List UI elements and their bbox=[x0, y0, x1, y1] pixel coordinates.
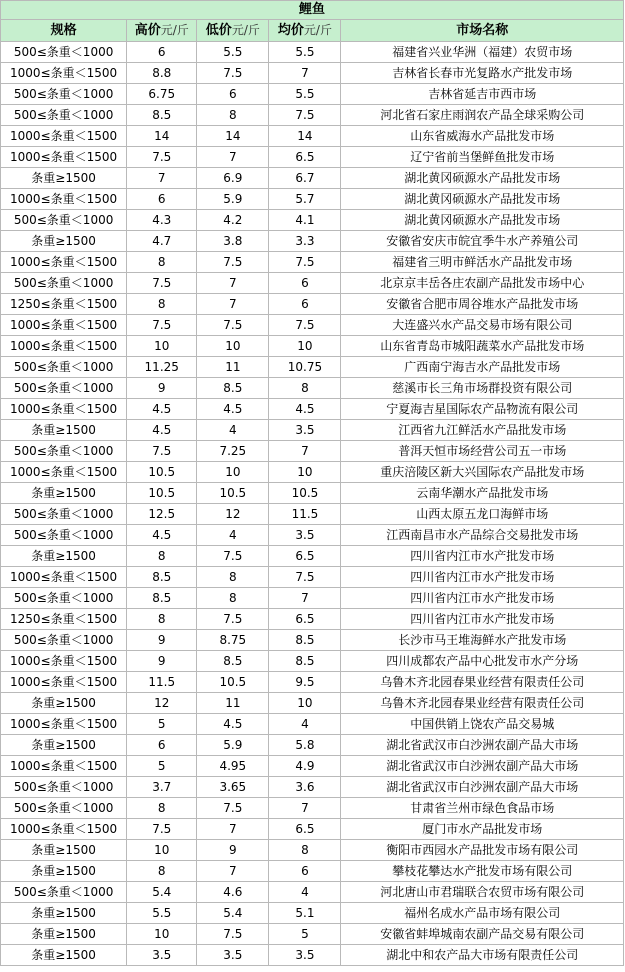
cell-spec: 500≤条重＜1000 bbox=[1, 84, 127, 105]
cell-avg: 6.5 bbox=[269, 609, 341, 630]
table-row bbox=[1, 693, 624, 714]
cell-market: 河北省石家庄雨润农产品全球采购公司 bbox=[341, 105, 624, 126]
cell-high: 5 bbox=[127, 714, 197, 735]
cell-high: 11.5 bbox=[127, 672, 197, 693]
cell-low: 8 bbox=[197, 588, 269, 609]
table-row bbox=[1, 924, 624, 945]
cell-high: 8 bbox=[127, 798, 197, 819]
header-high bbox=[127, 20, 197, 42]
cell-avg: 4 bbox=[269, 714, 341, 735]
cell-low: 7.5 bbox=[197, 252, 269, 273]
cell-low: 4.2 bbox=[197, 210, 269, 231]
header-avg bbox=[269, 20, 341, 42]
cell-market: 安徽省蚌埠城南农副产品交易有限公司 bbox=[341, 924, 624, 945]
cell-avg: 3.3 bbox=[269, 231, 341, 252]
cell-spec: 500≤条重＜1000 bbox=[1, 378, 127, 399]
cell-high: 7 bbox=[127, 168, 197, 189]
cell-spec: 500≤条重＜1000 bbox=[1, 777, 127, 798]
cell-avg: 8 bbox=[269, 378, 341, 399]
cell-low: 12 bbox=[197, 504, 269, 525]
cell-market: 江西南昌市水产品综合交易批发市场 bbox=[341, 525, 624, 546]
cell-avg: 6.7 bbox=[269, 168, 341, 189]
cell-low: 7.5 bbox=[197, 798, 269, 819]
table-row bbox=[1, 609, 624, 630]
cell-spec: 1000≤条重＜1500 bbox=[1, 315, 127, 336]
cell-avg: 3.5 bbox=[269, 945, 341, 966]
cell-high: 6.75 bbox=[127, 84, 197, 105]
cell-low: 7.5 bbox=[197, 609, 269, 630]
cell-high: 11.25 bbox=[127, 357, 197, 378]
cell-high: 6 bbox=[127, 189, 197, 210]
cell-avg: 7 bbox=[269, 63, 341, 84]
cell-spec: 1000≤条重＜1500 bbox=[1, 714, 127, 735]
table-row bbox=[1, 420, 624, 441]
cell-avg: 9.5 bbox=[269, 672, 341, 693]
cell-avg: 8 bbox=[269, 840, 341, 861]
cell-market: 四川省内江市水产批发市场 bbox=[341, 588, 624, 609]
table-row bbox=[1, 798, 624, 819]
cell-avg: 6 bbox=[269, 861, 341, 882]
cell-market: 广西南宁海吉水产品批发市场 bbox=[341, 357, 624, 378]
table-row bbox=[1, 168, 624, 189]
header-low-label: 低价 bbox=[205, 23, 232, 38]
cell-market: 衡阳市西园水产品批发市场有限公司 bbox=[341, 840, 624, 861]
cell-high: 4.3 bbox=[127, 210, 197, 231]
cell-high: 10.5 bbox=[127, 462, 197, 483]
cell-spec: 条重≥1500 bbox=[1, 903, 127, 924]
table-row bbox=[1, 231, 624, 252]
cell-spec: 500≤条重＜1000 bbox=[1, 882, 127, 903]
table-row bbox=[1, 273, 624, 294]
cell-spec: 条重≥1500 bbox=[1, 945, 127, 966]
cell-low: 7.5 bbox=[197, 315, 269, 336]
cell-high: 10 bbox=[127, 924, 197, 945]
table-row bbox=[1, 546, 624, 567]
cell-spec: 1000≤条重＜1500 bbox=[1, 756, 127, 777]
cell-market: 山西太原五龙口海鲜市场 bbox=[341, 504, 624, 525]
table-row bbox=[1, 567, 624, 588]
cell-spec: 1000≤条重＜1500 bbox=[1, 399, 127, 420]
cell-high: 5.4 bbox=[127, 882, 197, 903]
table-row bbox=[1, 378, 624, 399]
cell-avg: 7 bbox=[269, 441, 341, 462]
cell-low: 10 bbox=[197, 336, 269, 357]
header-market: 市场名称 bbox=[341, 20, 624, 42]
cell-spec: 500≤条重＜1000 bbox=[1, 588, 127, 609]
cell-avg: 7.5 bbox=[269, 315, 341, 336]
table-row bbox=[1, 588, 624, 609]
cell-high: 8 bbox=[127, 861, 197, 882]
cell-market: 厦门市水产品批发市场 bbox=[341, 819, 624, 840]
cell-spec: 500≤条重＜1000 bbox=[1, 105, 127, 126]
cell-market: 福建省兴业华洲（福建）农贸市场 bbox=[341, 42, 624, 63]
cell-market: 湖北黄冈硕源水产品批发市场 bbox=[341, 189, 624, 210]
cell-avg: 7 bbox=[269, 588, 341, 609]
cell-high: 4.5 bbox=[127, 525, 197, 546]
cell-high: 8 bbox=[127, 252, 197, 273]
cell-spec: 条重≥1500 bbox=[1, 231, 127, 252]
cell-market: 乌鲁木齐北园春果业经营有限责任公司 bbox=[341, 672, 624, 693]
header-row bbox=[1, 20, 624, 42]
cell-low: 8.5 bbox=[197, 378, 269, 399]
cell-high: 10.5 bbox=[127, 483, 197, 504]
cell-spec: 500≤条重＜1000 bbox=[1, 42, 127, 63]
header-avg-label: 均价 bbox=[277, 23, 304, 38]
cell-spec: 500≤条重＜1000 bbox=[1, 504, 127, 525]
cell-high: 12.5 bbox=[127, 504, 197, 525]
cell-high: 8.8 bbox=[127, 63, 197, 84]
cell-avg: 5.5 bbox=[269, 42, 341, 63]
cell-avg: 5.1 bbox=[269, 903, 341, 924]
cell-spec: 条重≥1500 bbox=[1, 861, 127, 882]
table-row bbox=[1, 315, 624, 336]
header-avg-unit: 元/斤 bbox=[303, 23, 332, 37]
cell-spec: 1000≤条重＜1500 bbox=[1, 147, 127, 168]
table-row bbox=[1, 861, 624, 882]
cell-low: 5.9 bbox=[197, 735, 269, 756]
table-row bbox=[1, 105, 624, 126]
cell-market: 四川省内江市水产批发市场 bbox=[341, 546, 624, 567]
cell-market: 福建省三明市鲜活水产品批发市场 bbox=[341, 252, 624, 273]
cell-spec: 条重≥1500 bbox=[1, 693, 127, 714]
table-row bbox=[1, 462, 624, 483]
cell-avg: 8.5 bbox=[269, 651, 341, 672]
cell-spec: 500≤条重＜1000 bbox=[1, 630, 127, 651]
cell-high: 8.5 bbox=[127, 105, 197, 126]
cell-avg: 4 bbox=[269, 882, 341, 903]
table-row bbox=[1, 777, 624, 798]
cell-spec: 条重≥1500 bbox=[1, 840, 127, 861]
cell-avg: 10 bbox=[269, 336, 341, 357]
cell-spec: 1250≤条重＜1500 bbox=[1, 294, 127, 315]
cell-market: 吉林省长春市光复路水产批发市场 bbox=[341, 63, 624, 84]
table-row bbox=[1, 399, 624, 420]
cell-market: 河北唐山市君瑞联合农贸市场有限公司 bbox=[341, 882, 624, 903]
table-row bbox=[1, 630, 624, 651]
cell-spec: 条重≥1500 bbox=[1, 168, 127, 189]
cell-avg: 5.5 bbox=[269, 84, 341, 105]
cell-high: 4.5 bbox=[127, 420, 197, 441]
cell-spec: 1000≤条重＜1500 bbox=[1, 126, 127, 147]
table-row bbox=[1, 903, 624, 924]
header-high-label: 高价 bbox=[134, 23, 161, 38]
cell-spec: 500≤条重＜1000 bbox=[1, 798, 127, 819]
cell-avg: 5.8 bbox=[269, 735, 341, 756]
cell-market: 中国供销上饶农产品交易城 bbox=[341, 714, 624, 735]
cell-high: 10 bbox=[127, 336, 197, 357]
cell-high: 8 bbox=[127, 609, 197, 630]
cell-high: 12 bbox=[127, 693, 197, 714]
cell-low: 5.5 bbox=[197, 42, 269, 63]
cell-low: 5.4 bbox=[197, 903, 269, 924]
cell-high: 4.7 bbox=[127, 231, 197, 252]
cell-avg: 7 bbox=[269, 798, 341, 819]
cell-spec: 条重≥1500 bbox=[1, 483, 127, 504]
cell-high: 7.5 bbox=[127, 273, 197, 294]
cell-low: 8.75 bbox=[197, 630, 269, 651]
cell-spec: 500≤条重＜1000 bbox=[1, 441, 127, 462]
cell-avg: 6 bbox=[269, 294, 341, 315]
header-low-unit: 元/斤 bbox=[231, 23, 260, 37]
cell-spec: 1000≤条重＜1500 bbox=[1, 189, 127, 210]
table-row bbox=[1, 441, 624, 462]
table-row bbox=[1, 294, 624, 315]
table-row bbox=[1, 945, 624, 966]
cell-spec: 500≤条重＜1000 bbox=[1, 357, 127, 378]
cell-avg: 7.5 bbox=[269, 567, 341, 588]
cell-low: 4.5 bbox=[197, 399, 269, 420]
cell-market: 湖北黄冈硕源水产品批发市场 bbox=[341, 168, 624, 189]
cell-avg: 14 bbox=[269, 126, 341, 147]
cell-low: 6.9 bbox=[197, 168, 269, 189]
cell-spec: 1000≤条重＜1500 bbox=[1, 651, 127, 672]
cell-high: 8.5 bbox=[127, 567, 197, 588]
cell-low: 7 bbox=[197, 819, 269, 840]
cell-market: 山东省青岛市城阳蔬菜水产品批发市场 bbox=[341, 336, 624, 357]
cell-avg: 6 bbox=[269, 273, 341, 294]
cell-high: 3.7 bbox=[127, 777, 197, 798]
table-row bbox=[1, 840, 624, 861]
cell-market: 慈溪市长三角市场群投资有限公司 bbox=[341, 378, 624, 399]
cell-low: 11 bbox=[197, 357, 269, 378]
cell-low: 4 bbox=[197, 525, 269, 546]
cell-spec: 条重≥1500 bbox=[1, 420, 127, 441]
cell-market: 长沙市马王堆海鲜水产批发市场 bbox=[341, 630, 624, 651]
cell-spec: 1000≤条重＜1500 bbox=[1, 819, 127, 840]
cell-spec: 1000≤条重＜1500 bbox=[1, 63, 127, 84]
cell-low: 8.5 bbox=[197, 651, 269, 672]
cell-spec: 1000≤条重＜1500 bbox=[1, 462, 127, 483]
cell-high: 9 bbox=[127, 378, 197, 399]
cell-low: 9 bbox=[197, 840, 269, 861]
cell-avg: 10 bbox=[269, 462, 341, 483]
cell-spec: 1000≤条重＜1500 bbox=[1, 252, 127, 273]
table-row bbox=[1, 882, 624, 903]
cell-market: 湖北省武汉市白沙洲农副产品大市场 bbox=[341, 777, 624, 798]
cell-low: 11 bbox=[197, 693, 269, 714]
cell-market: 安徽省安庆市皖宜季牛水产养殖公司 bbox=[341, 231, 624, 252]
cell-low: 8 bbox=[197, 567, 269, 588]
cell-market: 云南华潮水产品批发市场 bbox=[341, 483, 624, 504]
cell-avg: 11.5 bbox=[269, 504, 341, 525]
cell-market: 宁夏海吉星国际农产品物流有限公司 bbox=[341, 399, 624, 420]
table-row bbox=[1, 756, 624, 777]
cell-high: 7.5 bbox=[127, 315, 197, 336]
cell-low: 4.95 bbox=[197, 756, 269, 777]
table-row bbox=[1, 126, 624, 147]
cell-low: 10.5 bbox=[197, 483, 269, 504]
table-row bbox=[1, 336, 624, 357]
cell-low: 7.5 bbox=[197, 924, 269, 945]
cell-high: 4.5 bbox=[127, 399, 197, 420]
table-row bbox=[1, 42, 624, 63]
cell-low: 7.5 bbox=[197, 546, 269, 567]
cell-market: 湖北省武汉市白沙洲农副产品大市场 bbox=[341, 735, 624, 756]
cell-low: 7 bbox=[197, 861, 269, 882]
cell-high: 5.5 bbox=[127, 903, 197, 924]
cell-spec: 1000≤条重＜1500 bbox=[1, 567, 127, 588]
cell-low: 5.9 bbox=[197, 189, 269, 210]
cell-spec: 500≤条重＜1000 bbox=[1, 273, 127, 294]
cell-avg: 7.5 bbox=[269, 105, 341, 126]
header-low bbox=[197, 20, 269, 42]
cell-spec: 1000≤条重＜1500 bbox=[1, 336, 127, 357]
cell-avg: 4.1 bbox=[269, 210, 341, 231]
table-row bbox=[1, 147, 624, 168]
cell-high: 3.5 bbox=[127, 945, 197, 966]
cell-spec: 1250≤条重＜1500 bbox=[1, 609, 127, 630]
cell-low: 7 bbox=[197, 147, 269, 168]
cell-high: 10 bbox=[127, 840, 197, 861]
cell-low: 10 bbox=[197, 462, 269, 483]
cell-spec: 条重≥1500 bbox=[1, 546, 127, 567]
table-row bbox=[1, 819, 624, 840]
cell-avg: 6.5 bbox=[269, 819, 341, 840]
cell-low: 7 bbox=[197, 294, 269, 315]
table-row bbox=[1, 63, 624, 84]
cell-high: 8 bbox=[127, 546, 197, 567]
title-row bbox=[1, 1, 624, 20]
cell-high: 7.5 bbox=[127, 819, 197, 840]
cell-avg: 3.5 bbox=[269, 525, 341, 546]
table-row bbox=[1, 672, 624, 693]
cell-market: 吉林省延吉市西市场 bbox=[341, 84, 624, 105]
cell-high: 5 bbox=[127, 756, 197, 777]
cell-high: 9 bbox=[127, 630, 197, 651]
table-body bbox=[1, 42, 624, 966]
cell-market: 四川省内江市水产批发市场 bbox=[341, 609, 624, 630]
cell-avg: 6.5 bbox=[269, 546, 341, 567]
cell-avg: 10 bbox=[269, 693, 341, 714]
table-row bbox=[1, 714, 624, 735]
header-high-unit: 元/斤 bbox=[160, 23, 189, 37]
cell-low: 8 bbox=[197, 105, 269, 126]
cell-market: 攀枝花攀达水产批发市场有限公司 bbox=[341, 861, 624, 882]
cell-high: 7.5 bbox=[127, 441, 197, 462]
cell-low: 4.5 bbox=[197, 714, 269, 735]
table-row bbox=[1, 504, 624, 525]
cell-avg: 5.7 bbox=[269, 189, 341, 210]
cell-high: 8.5 bbox=[127, 588, 197, 609]
cell-high: 14 bbox=[127, 126, 197, 147]
cell-high: 9 bbox=[127, 651, 197, 672]
table-row bbox=[1, 483, 624, 504]
cell-low: 6 bbox=[197, 84, 269, 105]
cell-high: 7.5 bbox=[127, 147, 197, 168]
cell-avg: 10.75 bbox=[269, 357, 341, 378]
cell-market: 四川成都农产品中心批发市水产分场 bbox=[341, 651, 624, 672]
cell-high: 6 bbox=[127, 735, 197, 756]
table-row bbox=[1, 84, 624, 105]
table-row bbox=[1, 651, 624, 672]
cell-market: 福州名成水产品市场有限公司 bbox=[341, 903, 624, 924]
cell-market: 乌鲁木齐北园春果业经营有限责任公司 bbox=[341, 693, 624, 714]
table-row bbox=[1, 252, 624, 273]
cell-spec: 条重≥1500 bbox=[1, 735, 127, 756]
table-row bbox=[1, 525, 624, 546]
cell-high: 8 bbox=[127, 294, 197, 315]
cell-low: 10.5 bbox=[197, 672, 269, 693]
cell-low: 7 bbox=[197, 273, 269, 294]
cell-avg: 8.5 bbox=[269, 630, 341, 651]
cell-low: 7.5 bbox=[197, 63, 269, 84]
cell-low: 14 bbox=[197, 126, 269, 147]
cell-spec: 1000≤条重＜1500 bbox=[1, 672, 127, 693]
header-spec: 规格 bbox=[1, 20, 127, 42]
cell-spec: 500≤条重＜1000 bbox=[1, 525, 127, 546]
cell-market: 大连盛兴水产品交易市场有限公司 bbox=[341, 315, 624, 336]
cell-spec: 500≤条重＜1000 bbox=[1, 210, 127, 231]
cell-low: 3.8 bbox=[197, 231, 269, 252]
cell-low: 7.25 bbox=[197, 441, 269, 462]
cell-high: 6 bbox=[127, 42, 197, 63]
table-row bbox=[1, 357, 624, 378]
cell-market: 江西省九江鲜活水产品批发市场 bbox=[341, 420, 624, 441]
cell-avg: 4.9 bbox=[269, 756, 341, 777]
cell-market: 四川省内江市水产批发市场 bbox=[341, 567, 624, 588]
cell-market: 甘肃省兰州市绿色食品市场 bbox=[341, 798, 624, 819]
cell-low: 4.6 bbox=[197, 882, 269, 903]
cell-market: 北京京丰岳各庄农副产品批发市场中心 bbox=[341, 273, 624, 294]
cell-low: 3.65 bbox=[197, 777, 269, 798]
table-title: 鲤鱼 bbox=[1, 1, 624, 20]
table-row bbox=[1, 189, 624, 210]
cell-avg: 5 bbox=[269, 924, 341, 945]
cell-avg: 4.5 bbox=[269, 399, 341, 420]
cell-low: 4 bbox=[197, 420, 269, 441]
cell-market: 湖北中和农产品大市场有限责任公司 bbox=[341, 945, 624, 966]
cell-avg: 3.6 bbox=[269, 777, 341, 798]
cell-avg: 10.5 bbox=[269, 483, 341, 504]
cell-market: 普洱天恒市场经营公司五一市场 bbox=[341, 441, 624, 462]
table-row bbox=[1, 735, 624, 756]
cell-avg: 6.5 bbox=[269, 147, 341, 168]
cell-spec: 条重≥1500 bbox=[1, 924, 127, 945]
table-row bbox=[1, 210, 624, 231]
cell-low: 3.5 bbox=[197, 945, 269, 966]
cell-market: 安徽省合肥市周谷堆水产品批发市场 bbox=[341, 294, 624, 315]
cell-market: 湖北省武汉市白沙洲农副产品大市场 bbox=[341, 756, 624, 777]
cell-market: 重庆涪陵区新大兴国际农产品批发市场 bbox=[341, 462, 624, 483]
cell-market: 辽宁省前当堡鲜鱼批发市场 bbox=[341, 147, 624, 168]
cell-avg: 3.5 bbox=[269, 420, 341, 441]
cell-market: 湖北黄冈硕源水产品批发市场 bbox=[341, 210, 624, 231]
cell-market: 山东省威海水产品批发市场 bbox=[341, 126, 624, 147]
cell-avg: 7.5 bbox=[269, 252, 341, 273]
